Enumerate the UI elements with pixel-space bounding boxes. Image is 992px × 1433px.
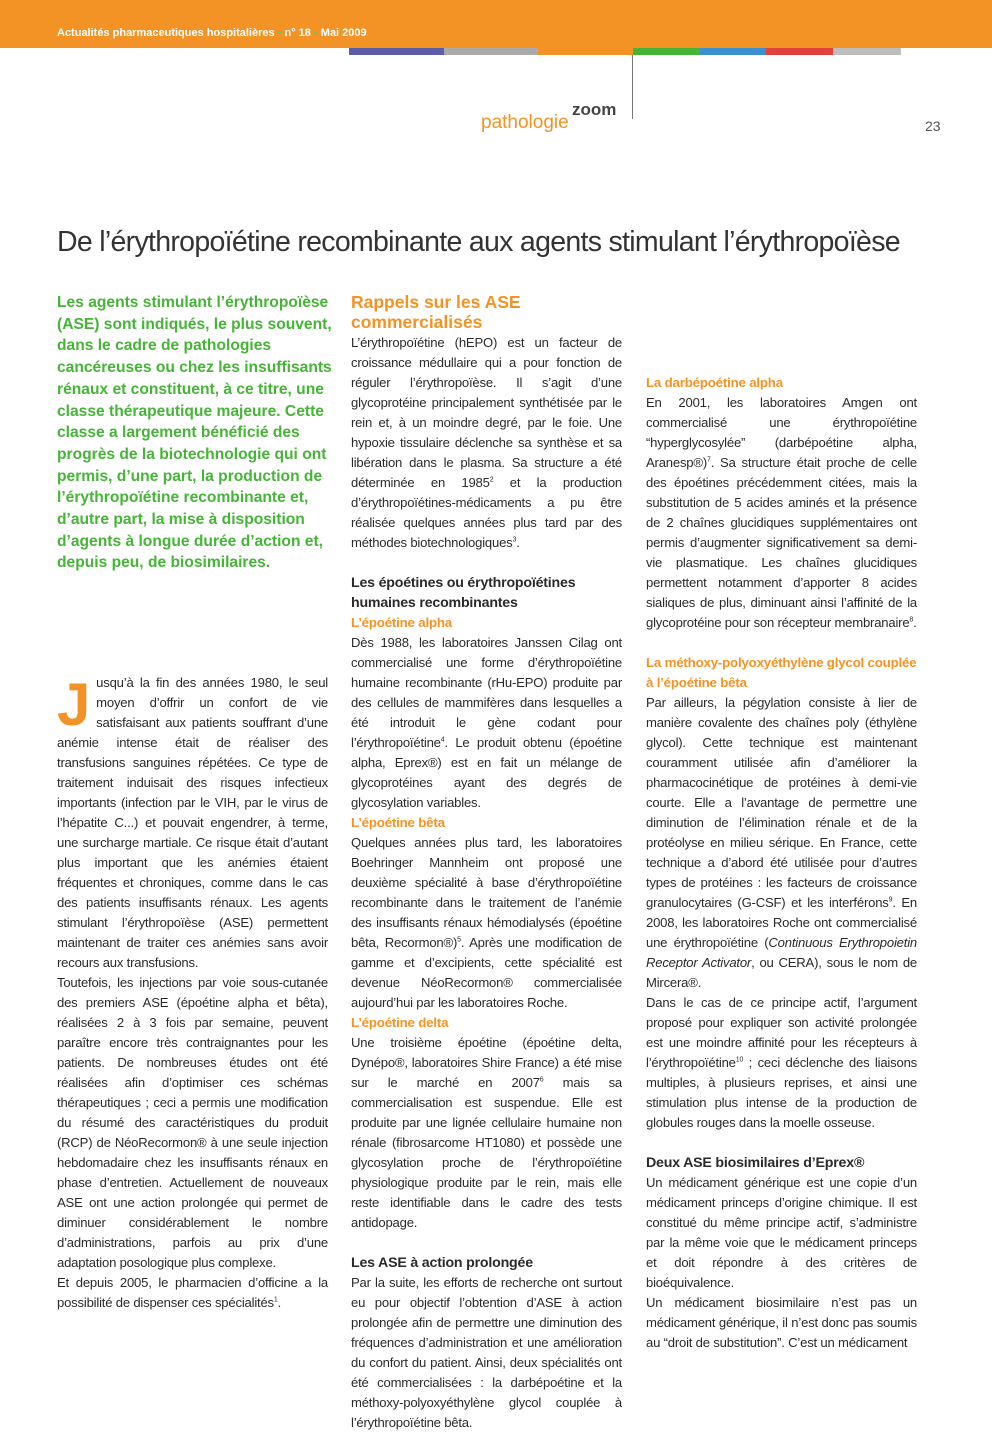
column-1 <box>57 673 328 1313</box>
header-band <box>0 0 992 48</box>
rubric-zoom-label: zoom <box>572 100 617 119</box>
article-title: De l’érythropoïétine recombinante aux agents stimulant l’érythropoïèse <box>57 226 900 258</box>
page-number: 23 <box>925 118 941 134</box>
methoxy-paragraph-2: Dans le cas de ce principe actif, l’argument proposé pour expliquer son activité prolongée est une moindre affinité pour les récepteurs à l’érythropoïétine$^{10}$ ; ceci déclenche des liaisons multiples, à plusieurs reprises, et ainsi une stimulation plus intense de la production de globules rouges dans la moelle osseuse. <box>646 995 917 1130</box>
column-3 <box>646 373 917 1353</box>
journal-name: Actualités pharmaceutiques hospitalières <box>57 27 275 39</box>
section-heading-rappels: Rappels sur les ASE commercialisés <box>351 292 521 332</box>
section-heading-action-prolongee: Les ASE à action prolongée <box>351 1255 533 1271</box>
section-heading-epoetines: Les époétines ou érythropoïétines humaines recombinantes <box>351 575 576 611</box>
intro-paragraph-1: Jusqu’à la fin des années 1980, le seul moyen d’offrir un confort de vie satisfaisant aux patients souffrant d’une anémie intense était de réaliser des transfusions sanguines répétées. Ce type de traitement induisait des risques infectieux importants (infection par le VIH, par le virus de l’hépatite C...) et pouvait engendrer, à terme, une surcharge martiale. Ce risque était d’autant plus important que les anémies étaient fréquentes et chroniques, comme dans le cas des patients insuffisants rénaux. Les agents stimulant l’érythropoïèse (ASE) permettent maintenant de traiter ces anémies sans avoir recours aux transfusions. <box>57 671 328 970</box>
issue-number: n° 18 <box>284 27 311 39</box>
drop-cap: J <box>57 671 91 738</box>
subheading-epoetine-alpha: L’époétine alpha <box>351 615 452 630</box>
separator-dot-icon: • <box>277 27 282 39</box>
divider-line <box>632 55 633 119</box>
subheading-epoetine-delta: L’époétine delta <box>351 1015 449 1030</box>
journal-line <box>57 27 367 39</box>
stripe-gray <box>444 48 538 55</box>
stripe-blue <box>700 48 766 55</box>
subheading-epoetine-beta: L’époétine bêta <box>351 815 445 830</box>
stripe-orange <box>538 48 633 55</box>
article-lead: Les agents stimulant l’érythropoïèse (ASE) sont indiqués, le plus souvent, dans le cadre de pathologies cancéreuses ou chez les insuffisants rénaux et constituent, à ce titre, une classe thérapeutique majeure. Cette classe a largement bénéficié des progrès de la biotechnologie qui ont permis, d’une part, la production de l’érythropoïétine recombinante et, d’autre part, la mise à disposition d’agents à longue durée d’action et, depuis peu, de biosimilaires. <box>57 294 332 572</box>
epoetine-beta-paragraph: Quelques années plus tard, les laboratoires Boehringer Mannheim ont proposé une deuxième spécialité à base d’érythropoïétine recombinante dans le traitement de l’anémie des insuffisants rénaux hémodialysés (époétine bêta, Recormon®)$^5$. Après une modification de gamme et d’excipients, cette spécialité est devenue NéoRecormon® commercialisée aujourd’hui par les laboratoires Roche. <box>351 835 622 1010</box>
intro-paragraph-3: Et depuis 2005, le pharmacien d’officine a la possibilité de dispenser ces spécialités$^1$. <box>57 1275 328 1310</box>
methoxy-paragraph-1: Par ailleurs, la pégylation consiste à lier de manière covalente des chaînes poly (éthylène glycol). Cette technique est maintenant couramment utilisée afin d’améliorer la pharmacocinétique de protéines à demi-vie courte. Elle a l’avantage de permettre une diminution de l’élimination rénale et de la protéolyse en milieu sérique. En France, cette technique a d’abord été utilisée pour d’autres types de protéines : les facteurs de croissance granulocytaires (G-CSF) et les interférons$^9$. En 2008, les laboratoires Roche ont commercialisé une érythropoïétine (Continuous Erythropoietin Receptor Activator, ou CERA), sous le nom de Mircera®. <box>646 695 917 990</box>
epoetine-alpha-paragraph: Dès 1988, les laboratoires Janssen Cilag ont commercialisé une forme d’érythropoïétine humaine recombinante (rHu-EPO) produite par des cellules de mammifères dans lesquelles a été introduit le gène codant pour l’érythropoïétine$^4$. Le produit obtenu (époétine alpha, Eprex®) est en fait un mélange de glycoprotéines ayant des degrés de glycosylation variables. <box>351 635 622 810</box>
biosimilaires-paragraph-1: Un médicament générique est une copie d’un médicament princeps d’origine chimique. Il est constitué du même principe actif, s’administre par la même voie que le médicament princeps et doit répondre à des critères de bioéquivalence. <box>646 1175 917 1290</box>
rubric-label: pathologie <box>481 112 569 133</box>
section-heading-biosimilaires: Deux ASE biosimilaires d’Eprex® <box>646 1155 865 1171</box>
epoetine-delta-paragraph: Une troisième époétine (époétine delta, Dynépo®, laboratoires Shire France) a été mise sur le marché en 2007$^6$ mais sa commercialisation est suspendue. Elle est produite par une lignée cellulaire humaine non rénale (fibrosarcome HT1080) et possède une glycosylation proche de l’érythropoïétine physiologique produite par le rein, mais elle reste identifiable dans le cadre des tests antidopage. <box>351 1035 622 1230</box>
stripe-green <box>633 48 700 55</box>
stripe-red <box>766 48 833 55</box>
subheading-darbepoetine: La darbépoétine alpha <box>646 375 783 390</box>
darbepoetine-paragraph: En 2001, les laboratoires Amgen ont commercialisé une érythropoïétine “hyperglycosylée” (darbépoétine alpha, Aranesp®)$^7$. Sa structure était proche de celle des époétines précédemment citées, mais la substitution de 5 acides aminés et la présence de 2 chaînes glucidiques supplémentaires ont permis d’augmenter significativement sa demi-vie plasmatique. Les chaînes glucidiques permettent notamment d’apporter 8 acides sialiques de plus, diminuant ainsi l’affinité de la glycoprotéine pour son récepteur membranaire$^8$. <box>646 395 917 630</box>
biosimilaires-paragraph-2: Un médicament biosimilaire n’est pas un médicament générique, il n’est donc pas soumis au “droit de substitution”. C’est un médicament <box>646 1295 917 1350</box>
section-rappels-paragraph: L’érythropoïétine (hEPO) est un facteur de croissance médullaire qui a pour fonction de réguler l’érythropoïèse. Il s’agit d’une glycoprotéine principalement synthétisée par le rein et, à un moindre degré, par le foie. Une hypoxie tissulaire déclenche sa synthèse et sa libération dans le plasma. Sa structure a été déterminée en 1985$^2$ et la production d’érythropoïétines-médicaments a pu être réalisée quelques années plus tard par des méthodes biotechnologiques$^3$. <box>351 335 622 550</box>
stripe-lightgray <box>833 48 901 55</box>
column-2 <box>351 333 622 1430</box>
intro-paragraph-2: Toutefois, les injections par voie sous-cutanée des premiers ASE (époétine alpha et bêta), réalisées 2 à 3 fois par semaine, peuvent paraître encore très contraignantes pour les patients. De nombreuses études ont été réalisées afin d’optimiser ces schémas thérapeutiques ; ceci a permis une modification du résumé des caractéristiques du produit (RCP) de NéoRecormon® à une seule injection hebdomadaire chez les insuffisants rénaux en phase d’entretien. Actuellement de nouveaux ASE ont une action prolongée qui permet de diminuer considérablement le nombre d’administrations, parfois au prix d’une adaptation posologique plus complexe. <box>57 975 328 1270</box>
issue-date: Mai 2009 <box>320 27 367 39</box>
stripe-purple <box>349 48 444 55</box>
action-prolongee-paragraph: Par la suite, les efforts de recherche ont surtout eu pour objectif l’obtention d’ASE à action prolongée afin de permettre une diminution des fréquences d’administration et une amélioration du confort du patient. Ainsi, deux spécialités ont été commercialisées : la darbépoétine et la méthoxy-polyoxyéthylène glycol couplée à l’érythropoïétine bêta. <box>351 1275 622 1430</box>
separator-dot-icon: • <box>313 27 318 39</box>
subheading-methoxy: La méthoxy-polyoxyéthylène glycol couplée à l’époétine bêta <box>646 655 917 690</box>
